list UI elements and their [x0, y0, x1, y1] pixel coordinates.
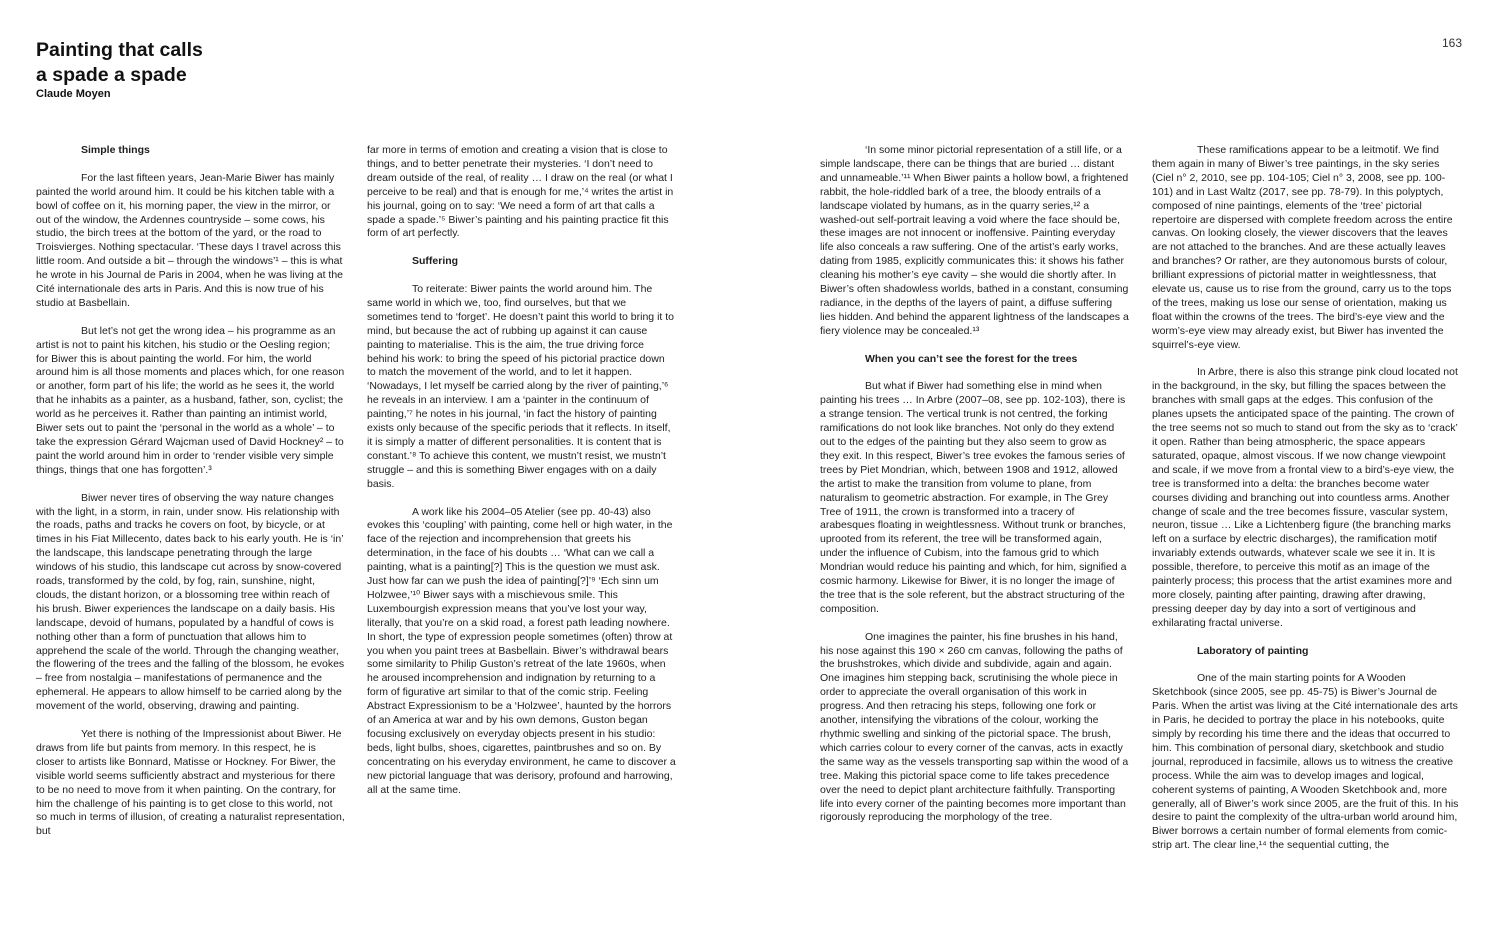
title-line-2: a spade a spade: [36, 64, 187, 86]
paragraph-continued: far more in terms of emotion and creating a vision that is close to things, and to better penetrate their mysteries. ‘I don’t need to dream outside of the real, of reality … I draw on the real (or what I perceive to be real) and that is enough for me,’⁴ writes the artist in his journal, going on to say: ‘We need a form of art that calls a spade a spade.’⁵ Biwer’s painting and his painting practice fit this form of art perfectly.: [367, 144, 674, 240]
paragraph: But let’s not get the wrong idea – his programme as an artist is not to paint his kitchen, his studio or the Oesling region; for Biwer this is about painting the world. For him, the world around him is all those moments and places which, for one reason or another, form part of his life; the world as he sees it, the world that he inhabits as a painter, as a husband, father, son, cyclist; the world as he perceives it. Rather than painting an intimist world, Biwer sets out to paint the ‘personal in the world as a whole’ – to take the expression Gérard Wajcman used of David Hockney² – to paint the world around him in order to ‘render visible very simple things, things that one has forgotten’.³: [36, 324, 345, 476]
left-page: [0, 0, 749, 928]
paragraph: One imagines the painter, his fine brushes in his hand, his nose against this 190 × 260 cm canvas, following the paths of the brushstrokes, which divide and subdivide, again and again. One imagines him stepping back, scrutinising the whole piece in order to appreciate the overall organisation of this work in progress. And then retracing his steps, following one fork or another, intensifying the vibrations of the colour, working the rhythmic swelling and sinking of the pictorial space. The brush, which carries colour to every corner of the canvas, acts in exactly the same way as the vessels transporting sap within the wood of a tree. Making this pictorial space come to life takes precedence over the need to depict plant architecture faithfully. Transporting life into every corner of the painting becomes more important than rigorously reproducing the morphology of the tree.: [820, 630, 1129, 824]
author-name: Claude Moyen: [36, 88, 111, 100]
article-title: [36, 38, 203, 88]
title-line-1: Painting that calls: [36, 39, 203, 61]
paragraph: ‘In some minor pictorial representation of a still life, or a simple landscape, there can be things that are buried … distant and unnameable.’¹¹ When Biwer paints a hollow bowl, a frightened rabbit, the hole-riddled bark of a tree, the bloody entrails of a landscape violated by humans, as in the quarry series,¹² a washed-out self-portrait leaving a void where the face should be, these images are not innocent or inoffensive. Painting everyday life also conceals a raw suffering. One of the artist’s early works, dating from 1985, explicitly communicates this: it shows his father cleaning his mother’s eye cavity – she would die shortly after. In Biwer’s often shadowless worlds, bathed in a constant, consuming radiance, in the depths of the layers of paint, a diffuse suffering lies hidden. And behind the apparent lightness of the landscapes a fiery violence may be concealed.¹³: [820, 144, 1129, 337]
section-heading: Laboratory of painting: [1197, 644, 1309, 657]
paragraph: For the last fifteen years, Jean-Marie Biwer has mainly painted the world around him. It could be his kitchen table with a bowl of coffee on it, his morning paper, the view in the mirror, or out of the window, the Ardennes countryside – some cows, his studio, the birch trees at the bottom of the yard, or the road to Troisvierges. Nothing spectacular. ‘These days I travel across this little room. And outside a bit – through the windows’¹ – this is what he wrote in his Journal de Paris in 2004, when he was living at the Cité internationale des arts in Paris. And this is now true of his studio at Basbellain.: [36, 171, 344, 309]
page-number: 163: [1442, 36, 1463, 50]
paragraph: In Arbre, there is also this strange pink cloud located not in the background, in the sky, but filling the spaces between the branches with small gaps at the edges. This confusion of the planes upsets the anticipated space of the painting. The crown of the tree seems not so much to stand out from the sky as to ‘crack’ it open. Rather than being atmospheric, the space appears saturated, opaque, almost viscous. If we now change viewpoint and scale, if we move from a frontal view to a bird’s-eye view, the tree is transformed into a delta: the branches become water courses dividing and branching out into countless arms. Another change of scale and the tree becomes fissure, vascular system, neuron, tissue … Like a Lichtenberg figure (the branching marks left on a surface by electric discharges), the ramification motif invariably extends outwards, whatever scale we see it in. It is possible, therefore, to perceive this motif as an image of the painterly process; this process that the artist examines more and more closely, painting after painting, drawing after drawing, pressing deeper day by day into a sort of vertiginous and exhilarating fractal universe.: [1152, 366, 1458, 629]
text-column-4: [1152, 144, 1461, 853]
paragraph: Biwer never tires of observing the way nature changes with the light, in a storm, in rain, under snow. His relationship with the roads, paths and tracks he covers on foot, by bicycle, or at times in his Fiat Millecento, dates back to his early youth. He is ‘in’ the landscape, this landscape penetrating through the large windows of his studio, this landscape cut across by snow-covered roads, transformed by the cold, by fog, rain, sunshine, night, clouds, the distant horizon, or a blossoming tree within reach of his brush. Biwer experiences the landscape on a daily basis. His landscape, devoid of humans, populated by a handful of cows is nothing other than a form of punctuation that allows him to apprehend the scale of the world. Through the changing weather, the flowering of the trees and the falling of the blossom, he evokes – free from nostalgia – manifestations of permanence and the ephemeral. He appears to allow himself to be carried along by the movement of the world, observing, drawing and painting.: [36, 491, 345, 713]
text-column-2: [367, 144, 676, 798]
paragraph: To reiterate: Biwer paints the world around him. The same world in which we, too, find ourselves, but that we sometimes tend to ‘forget’. He doesn’t paint this world to bring it to mind, but because the act of rubbing up against it can cause painting to materialise. This is the aim, the true driving force behind his work: to bring the speed of his pictorial practice down to match the movement of the world, and to let it happen. ‘Nowadays, I let myself be carried along by the river of painting,’⁶ he reveals in an interview. I am a ‘painter in the continuum of painting,’⁷ he notes in his journal, ‘in fact the history of painting exists only because of the specific periods that it reflects. In itself, it is simply a matter of different personalities. It is content that is constant.’⁸ To achieve this content, we mustn’t resist, we mustn’t struggle – and this is something Biwer engages with on a daily basis.: [367, 283, 674, 490]
paragraph: A work like his 2004–05 Atelier (see pp. 40-43) also evokes this ‘coupling’ with painting, come hell or high water, in the face of the rejection and incomprehension that greets his determination, in the face of his doubts … ‘What can we call a painting, what is a painting[?] This is the question we must ask. Just how far can we push the idea of painting[?]’⁹ ‘Ech sinn um Holzwee,’¹⁰ Biwer says with a mischievous smile. This Luxembourgish expression means that you’ve lost your way, literally, that you’re on a skid road, a forest path leading nowhere. In short, the type of expression people sometimes (often) throw at you when you paint trees at Basbellain. Biwer’s withdrawal bears some similarity to Philip Guston’s retreat of the late 1960s, when he aroused incomprehension and indignation by returning to a form of figurative art similar to that of the comic strip. Feeling Abstract Expressionism to be a ‘Holzwee’, haunted by the horrors of an America at war and by his own demons, Guston began focusing exclusively on everyday objects present in his studio: beds, light bulbs, shoes, cigarettes, paintbrushes and so on. By concentrating on his everyday environment, he came to discover a new pictorial language that was derisory, profound and harrowing, all at the same time.: [367, 505, 676, 796]
section-heading: Simple things: [81, 144, 150, 156]
paragraph: But what if Biwer had something else in mind when painting his trees … In Arbre (2007–08, see pp. 102-103), there is a strange tension. The vertical trunk is not centred, the forking ramifications do not look like branches. Not only do they extend out to the edges of the painting but they also seem to grow as they exit. In this respect, Biwer’s tree evokes the famous series of trees by Piet Mondrian, which, between 1908 and 1912, allowed the artist to make the transition from volume to plane, from naturalism to geometric abstraction. For example, in The Grey Tree of 1911, the crown is transformed into a tracery of arabesques floating in weightlessness. Without trunk or branches, uprooted from its referent, the tree will be transformed again, under the influence of Cubism, into the famous grid to which Mondrian would reduce his painting and which, for him, signified a cosmic harmony. Likewise for Biwer, it is no longer the image of the tree that is the sole referent, but the abstract structuring of the composition.: [820, 380, 1127, 615]
text-column-3: [820, 144, 1129, 825]
paragraph: Yet there is nothing of the Impressionist about Biwer. He draws from life but paints from memory. In this respect, he is closer to artists like Bonnard, Matisse or Hockney. For Biwer, the visible world seems sufficiently abstract and mysterious for there to be no need to move from it when painting. On the contrary, for him the challenge of his painting is to get close to this world, not so much in terms of illusion, of creating a naturalist representation, but: [36, 728, 345, 838]
section-heading: Suffering: [412, 255, 459, 268]
text-column-1: [36, 144, 345, 839]
right-page: [750, 0, 1499, 928]
paragraph: One of the main starting points for A Wooden Sketchbook (since 2005, see pp. 45-75) is Biwer’s Journal de Paris. When the artist was living at the Cité internationale des arts in Paris, he decided to portray the place in his notebooks, quite simply by recording his time there and the ideas that occurred to him. This combination of personal diary, sketchbook and studio journal, reproduced in facsimile, allows us to witness the creative process. While the aim was to develop images and logical, coherent systems of painting, A Wooden Sketchbook and, more generally, all of Biwer’s work since 2005, are the fruit of this. In his desire to paint the complexity of the ultra-urban world around him, Biwer borrows a certain number of formal elements from comic-strip art. The clear line,¹⁴ the sequential cutting, the: [1152, 672, 1459, 852]
paragraph: These ramifications appear to be a leitmotif. We find them again in many of Biwer’s tree paintings, in the sky series (Ciel n° 2, 2010, see pp. 104-105; Ciel n° 3, 2008, see pp. 100-101) and in Last Waltz (2017, see pp. 78-79). In this polyptych, composed of nine paintings, elements of the ‘tree’ pictorial repertoire are dispersed with complete freedom across the entire canvas. On looking closely, the viewer discovers that the leaves are not attached to the branches. And are these actually leaves and branches? Or rather, are they autonomous bursts of colour, brilliant expressions of pictorial matter in weightlessness, that elevate us, cause us to rise from the ground, carry us to the tops of the trees, making us lose our sense of orientation, making us float within the crowns of the trees. The bird’s-eye view and the worm’s-eye view may already exist, but Biwer has invented the squirrel’s-eye view.: [1152, 144, 1453, 351]
section-heading: When you can’t see the forest for the trees: [865, 352, 1078, 365]
